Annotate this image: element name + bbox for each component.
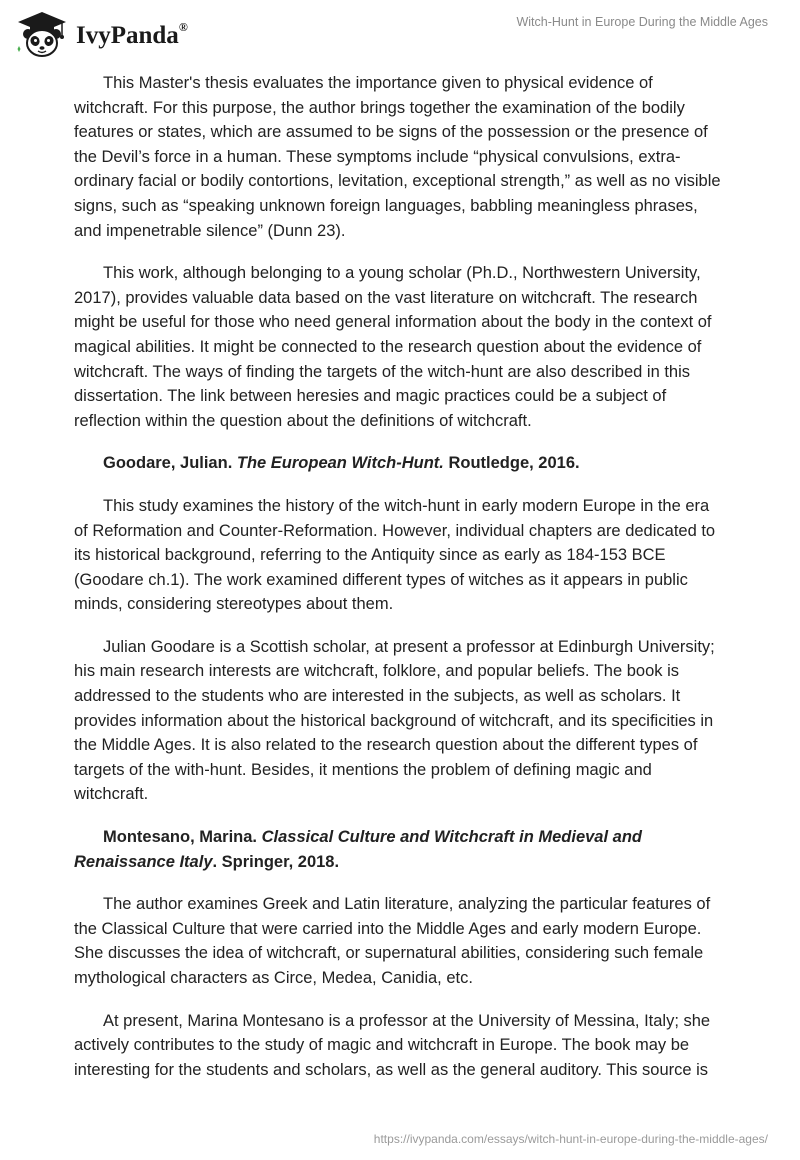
paragraph: This study examines the history of the witch-hunt in early modern Europe in the era of Reformation and Counter-Reformation. However, individual chapters are dedicated to its historical background, referring to the Antiquity since as early as 184-153 BCE (Goodare ch.1). The work examined different types of witches as it appears in public minds, considering stereotypes about them. (74, 496, 716, 614)
essay-body (74, 71, 726, 1100)
footer-source-url[interactable]: https://ivypanda.com/essays/witch-hunt-in-europe-during-the-middle-ages/ (373, 1132, 768, 1146)
document-title: Witch-Hunt in Europe During the Middle Ages (516, 15, 768, 29)
book-title: Classical Culture and Witchcraft in Medieval and Renaissance Italy (74, 828, 642, 871)
paragraph: At present, Marina Montesano is a professor at the University of Messina, Italy; she actively contributes to the study of magic and witchcraft in Europe. The book may be interesting for the students and scholars, as well as the general auditory. This source is (74, 1011, 711, 1079)
book-title: The European Witch-Hunt. (236, 454, 444, 473)
paragraph: This Master's thesis evaluates the importance given to physical evidence of witchcraft. For this purpose, the author brings together the examination of the bodily features or states, which are assumed to be signs of the possession or the presence of the Devil’s force in a human. These symptoms include “physical convulsions, extra-ordinary facial or bodily contortions, levitation, exceptional strength,” as well as no visible signs, such as “speaking unknown foreign languages, babbling meaningless phrases, and impenetrable silence” (Dunn 23). (74, 74, 721, 240)
bibliography-entry: Goodare, Julian. The European Witch-Hunt. Routledge, 2016. (103, 454, 580, 473)
page-header (0, 0, 800, 70)
ivypanda-logo[interactable] (14, 10, 188, 58)
panda-graduation-cap-icon (14, 10, 70, 58)
bibliography-entry: Montesano, Marina. Classical Culture and Witchcraft in Medieval and Renaissance Italy. Springer, 2018. (74, 828, 642, 871)
paragraph: The author examines Greek and Latin literature, analyzing the particular features of the Classical Culture that were carried into the Middle Ages and early modern Europe. She discusses the idea of witchcraft, or supernatural abilities, considering such female mythological characters as Circe, Medea, Canidia, etc. (74, 895, 711, 987)
logo-wordmark: IvyPanda® (76, 20, 188, 49)
paragraph: Julian Goodare is a Scottish scholar, at present a professor at Edinburgh University; his main research interests are witchcraft, folklore, and popular beliefs. The book is addressed to the students who are interested in the subjects, as well as scholars. It provides information about the historical background of witchcraft, and its specificities in the Middle Ages. It is also related to the research question about the different types of targets of the with-hunt. Besides, it mentions the problem of defining magic and witchcraft. (74, 637, 715, 804)
paragraph: This work, although belonging to a young scholar (Ph.D., Northwestern University, 2017), provides valuable data based on the vast literature on witchcraft. The research might be useful for those who need general information about the body in the context of magical abilities. It might be connected to the research question about the evidence of witchcraft. The ways of finding the targets of the witch-hunt are also described in this dissertation. The link between heresies and magic practices could be a subject of reflection within the question about the definitions of witchcraft. (74, 264, 712, 430)
